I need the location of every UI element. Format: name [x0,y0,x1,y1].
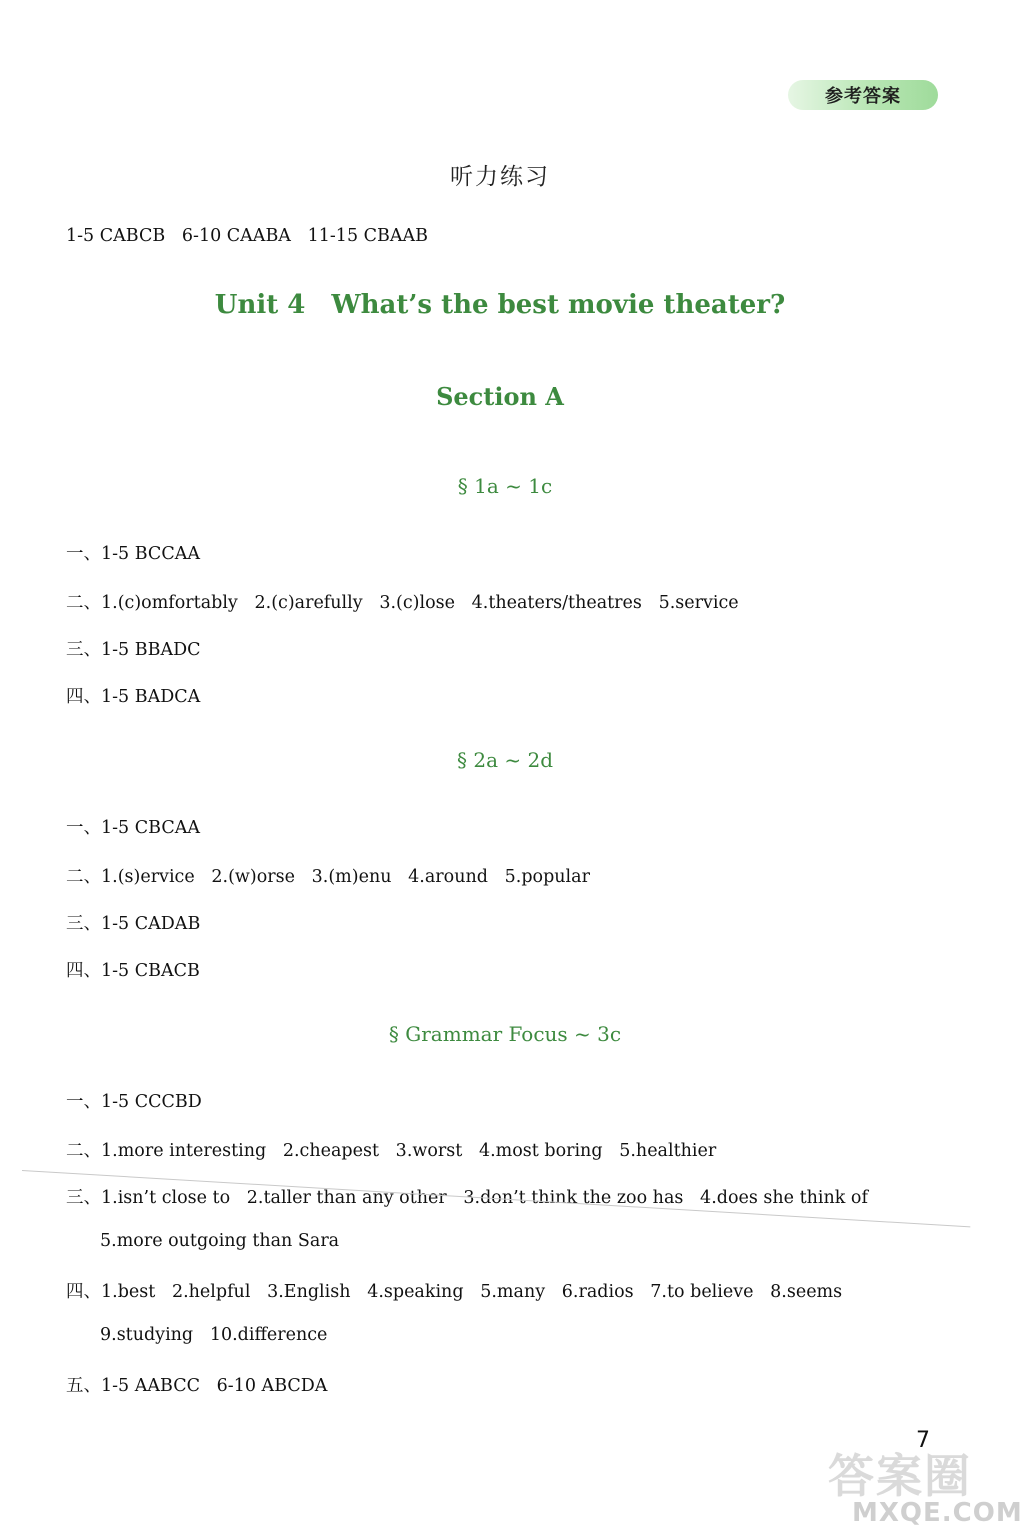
unit-title [0,290,1000,320]
part3-line-3-cont: 5.more outgoing than Sara [100,1231,340,1251]
part3-line-1: 一、1-5 CCCBD [66,1092,202,1112]
part1-line-1: 一、1-5 BCCAA [66,544,200,564]
part3-line-4: 四、1.best 2.helpful 3.English 4.speaking 5.many 6.radios 7.to believe 8.seems [66,1282,843,1302]
unit-question: What’s the best movie theater? [331,290,786,320]
listening-practice-title: 听力练习 [450,164,550,190]
watermark-logo: 答案圈 [828,1449,972,1503]
part1-line-3: 三、1-5 BBADC [66,640,201,660]
part3-line-5: 五、1-5 AABCC 6-10 ABCDA [66,1376,328,1396]
watermark-url: MXQE.COM [852,1498,1023,1528]
part1-line-2: 二、1.(c)omfortably 2.(c)arefully 3.(c)lose 4.theaters/theatres 5.service [66,593,739,613]
part3-line-3: 三、1.isn’t close to 2.taller than any other 3.don’t think the zoo has 4.does she think of [66,1188,868,1208]
part2-line-4: 四、1-5 CBACB [66,961,200,981]
listening-answers: 1-5 CABCB 6-10 CAABA 11-15 CBAAB [66,226,429,246]
part2-line-3: 三、1-5 CADAB [66,914,201,934]
section-title: Section A [436,382,564,411]
answer-key-badge: 参考答案 [788,80,938,110]
part1-line-4: 四、1-5 BADCA [66,687,201,707]
part-grammar-focus-title: § Grammar Focus ~ 3c [388,1022,622,1046]
part3-line-2: 二、1.more interesting 2.cheapest 3.worst 4.most boring 5.healthier [66,1141,717,1161]
part-2a-2d-title: § 2a ~ 2d [456,748,553,772]
part-1a-1c-title: § 1a ~ 1c [457,474,553,498]
part2-line-1: 一、1-5 CBCAA [66,818,200,838]
unit-label: Unit 4 [214,290,306,320]
part2-line-2: 二、1.(s)ervice 2.(w)orse 3.(m)enu 4.around 5.popular [66,867,590,887]
page-number: 7 [916,1428,930,1453]
part3-line-4-cont: 9.studying 10.difference [100,1325,328,1345]
watermark [828,1440,1028,1532]
